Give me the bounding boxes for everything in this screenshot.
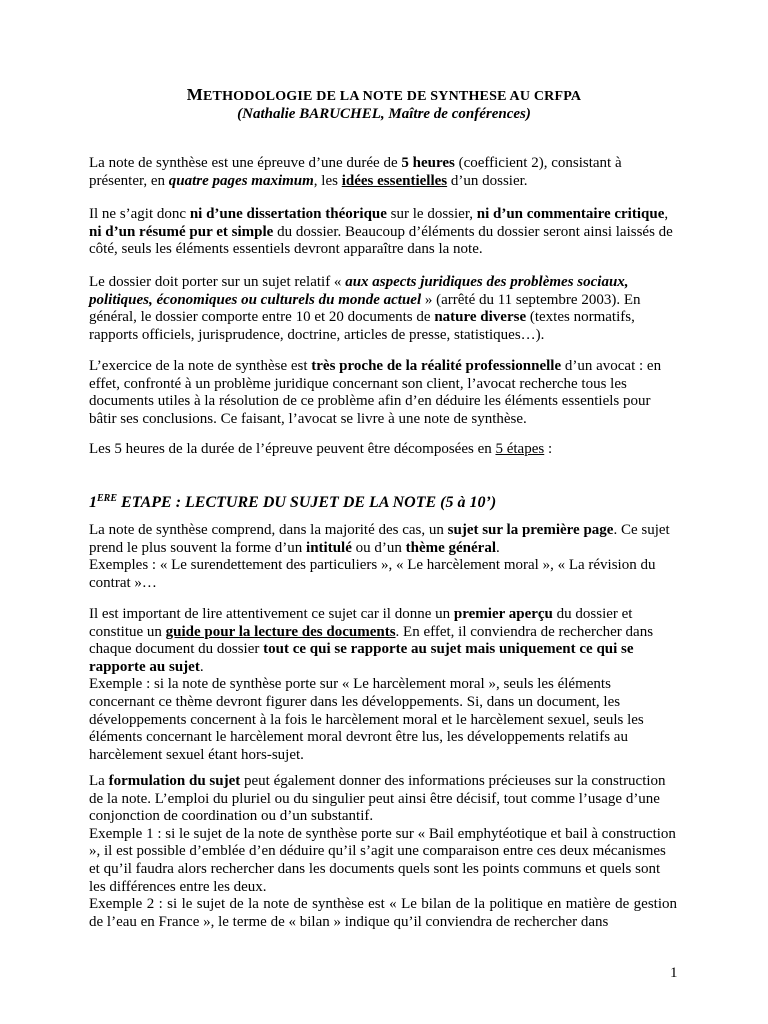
page-number: 1 (670, 965, 678, 981)
document-title (0, 86, 768, 106)
p6-bold-intitule: intitulé (306, 539, 352, 556)
p1-bold-italic-pages: quatre pages maximum (168, 172, 314, 189)
p5-text-a: Les 5 heures de la durée de l’épreuve peuvent être décomposées en (89, 441, 496, 457)
p7-example: Exemple : si la note de synthèse porte sur « Le harcèlement moral », seuls les éléments concernant ce thème devront figurer dans les développements. Si, dans un document, les développements concernent à la fois le harcèlement moral et le harcèlement sexuel, seuls les éléments concernant le harcèlement moral devront être lus, les développements relatifs au harcèlement sexuel étant hors-sujet. (89, 676, 644, 763)
paragraph-7 (89, 606, 677, 764)
paragraph-4 (89, 358, 677, 428)
paragraph-1 (89, 155, 677, 190)
p7-bold-rapport: tout ce qui se rapporte au sujet mais uniquement ce qui se rapporte au sujet (89, 641, 634, 675)
paragraph-8 (89, 773, 677, 931)
p4-text-a: L’exercice de la note de synthèse est (89, 358, 312, 374)
p1-text-a: La note de synthèse est une épreuve d’une durée de (89, 155, 402, 171)
paragraph-5 (89, 441, 677, 459)
p3-bold-italic-quote: aux aspects juridiques des problèmes sociaux, politiques, économiques ou culturels du monde actuel (89, 274, 629, 308)
p7-text-c: du dossier et constitue un (89, 606, 633, 640)
p4-text-c: d’un avocat : en effet, confronté à un problème juridique concernant son client, l’avocat recherche tous les documents utiles à la résolution de ce problème afin d’en déduire les éléments essentiels pour bâtir ses conclusions. Ce faisant, l’avocat se livre à une note de synthèse. (89, 358, 662, 427)
p1-text-c: (coefficient 2), consistant à présenter, en (89, 155, 622, 189)
p1-text-g: d’un dossier. (447, 172, 528, 189)
p8-text-c: peut également donner des informations précieuses sur la construction de la note. L’emploi du pluriel ou du singulier peut ainsi être décisif, tout comme l’usage d’une conjonction de coordination ou d’un substantif. (89, 773, 666, 825)
p7-text-a: Il est important de lire attentivement ce sujet car il donne un (89, 606, 454, 622)
p8-text-a: La (89, 773, 109, 789)
p5-text-c: : (544, 441, 553, 457)
p7-bold-apercu: premier aperçu (453, 606, 553, 622)
section-heading-etape-1 (89, 489, 496, 513)
p2-text-g: du dossier. Beaucoup d’éléments du dossier seront ainsi laissés de côté, seuls les éléments essentiels devront apparaître dans la note. (89, 223, 673, 258)
p7-text-e: . En effet, il conviendra de rechercher dans chaque document du dossier (89, 623, 654, 658)
paragraph-3 (89, 274, 677, 344)
paragraph-2 (89, 206, 677, 259)
p3-text-a: Le dossier doit porter sur un sujet relatif « (89, 274, 346, 290)
p2-bold-dissertation: ni d’une dissertation théorique (189, 206, 387, 222)
title-rest: ETHODOLOGIE DE LA NOTE DE SYNTHESE AU CRFPA (203, 89, 582, 104)
title-initial: M (186, 85, 203, 104)
heading-number: 1 (89, 494, 97, 511)
p8-example-2: Exemple 2 : si le sujet de la note de synthèse est « Le bilan de la politique en matière de gestion de l’eau en France », le terme de « bilan » indique qu’il conviendra de rechercher dans (89, 896, 677, 930)
p3-bold-nature: nature diverse (434, 309, 527, 326)
p7-text-g: . (199, 658, 204, 675)
p8-example-1: Exemple 1 : si le sujet de la note de synthèse porte sur « Bail emphytéotique et bail à construction », il est possible d’emblée d’en déduire qu’il s’agit une comparaison entre ces deux mécanismes et qu’il faudra alors rechercher dans les documents quels sont les points communs et quels sont les différences entre les deux. (89, 825, 676, 895)
p5-underlined-etapes: 5 étapes (495, 441, 545, 457)
p6-text-g: . (496, 539, 500, 556)
p2-text-e: , (664, 206, 669, 222)
p1-bold-duration: 5 heures (401, 155, 455, 171)
p7-underlined-guide: guide pour la lecture des documents (165, 623, 396, 640)
p3-text-c: » (arrêté du 11 septembre 2003). En général, le dossier comporte entre 10 et 20 documents de (89, 291, 641, 326)
p6-bold-sujet: sujet sur la première page (447, 522, 614, 538)
p2-bold-resume: ni d’un résumé pur et simple (89, 223, 274, 240)
p2-text-a: Il ne s’agit donc (89, 206, 190, 222)
p1-underlined-ideas: idées essentielles (341, 172, 448, 189)
paragraph-6 (89, 522, 677, 592)
p6-text-e: ou d’un (351, 539, 406, 556)
p6-text-c: . Ce sujet prend le plus souvent la forme d’un (89, 522, 670, 556)
p6-text-a: La note de synthèse comprend, dans la majorité des cas, un (89, 522, 448, 538)
p6-examples: Exemples : « Le surendettement des particuliers », « Le harcèlement moral », « La révision du contrat »… (89, 557, 656, 591)
p4-bold-realite: très proche de la réalité professionnelle (311, 358, 562, 374)
p6-bold-theme: thème général (405, 539, 497, 556)
heading-superscript: ERE (97, 493, 118, 504)
p3-text-e: (textes normatifs, rapports officiels, jurisprudence, doctrine, articles de presse, statistiques…). (89, 309, 635, 343)
document-author: (Nathalie BARUCHEL, Maître de conférences) (237, 106, 531, 122)
heading-text: ETAPE : LECTURE DU SUJET DE LA NOTE (5 à 10’) (117, 494, 497, 511)
p2-text-c: sur le dossier, (386, 206, 477, 222)
p1-text-e: , les (313, 172, 342, 189)
p2-bold-commentaire: ni d’un commentaire critique (476, 206, 665, 222)
p8-bold-formulation: formulation du sujet (108, 773, 241, 789)
